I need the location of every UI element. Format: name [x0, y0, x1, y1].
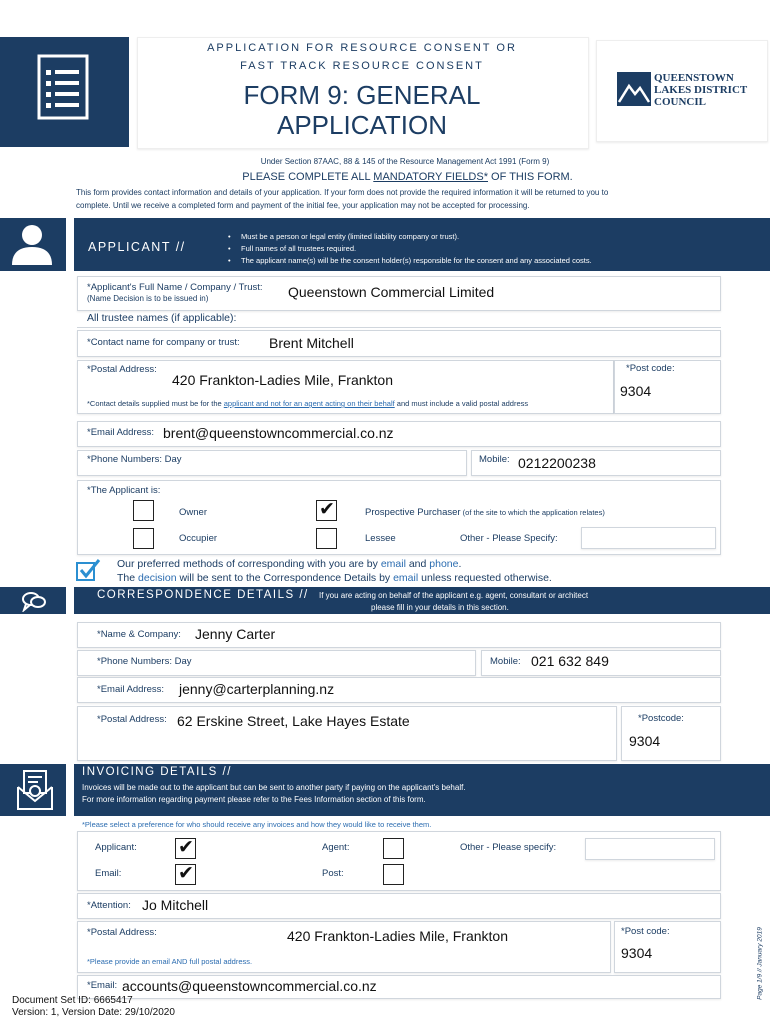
applicant-bullet-1: • Must be a person or legal entity (limited liability company or trust). [228, 232, 460, 241]
corr-postal-label: *Postal Address: [97, 714, 167, 725]
applicant-email-value: brent@queenstowncommercial.co.nz [163, 425, 394, 441]
form-type-line2: FAST TRACK RESOURCE CONSENT [240, 60, 484, 72]
mandatory-pre: PLEASE COMPLETE ALL [242, 171, 374, 183]
correspondence-icon-tile [0, 587, 66, 614]
logo-line3: COUNCIL [654, 96, 706, 108]
applicant-name-value: Queenstown Commercial Limited [288, 284, 495, 300]
header-document-tile [0, 37, 129, 147]
pref-end: . [458, 558, 462, 570]
corr-name-label: *Name & Company: [97, 629, 181, 640]
applicant-icon-tile [0, 218, 66, 271]
applicant-email-label: *Email Address: [87, 427, 155, 438]
invoice-postcode-label: *Post code: [621, 926, 670, 937]
bullet-text: The applicant name(s) will be the consent holder(s) responsible for the consent and any associated costs. [241, 256, 592, 265]
logo-line2: LAKES DISTRICT [654, 84, 748, 96]
invoice-agent-label: Agent: [322, 842, 350, 853]
other-specify-input[interactable] [581, 527, 716, 549]
pref2-pre: The [117, 572, 139, 584]
document-set-id: Document Set ID: 6665417 [12, 995, 133, 1006]
invoice-postal-value: 420 Frankton-Ladies Mile, Frankton [287, 928, 508, 944]
invoice-email2-value: accounts@queenstowncommercial.co.nz [122, 978, 377, 994]
invoice-other-input[interactable] [585, 838, 715, 860]
pref2-mid: will be sent to the Correspondence Details by [176, 572, 394, 584]
chat-bubbles-icon [21, 590, 47, 612]
invoicing-heading: INVOICING DETAILS // [82, 766, 232, 778]
trustee-divider [77, 327, 721, 328]
corr-email-value: jenny@carterplanning.nz [179, 681, 335, 697]
applicant-postal-note [87, 399, 528, 408]
invoice-agent-checkbox[interactable] [383, 838, 404, 859]
occupier-label: Occupier [179, 533, 218, 544]
pref-phone: phone [429, 558, 459, 570]
preference-line2 [117, 572, 552, 584]
mandatory-fields-link[interactable]: MANDATORY FIELDS* [373, 171, 488, 183]
correspondence-note-1: If you are acting on behalf of the applicant e.g. agent, consultant or architect [319, 591, 589, 600]
mandatory-notice [0, 171, 770, 183]
invoice-postal-note: *Please provide an email AND full postal address. [87, 957, 253, 966]
prospective-text: Prospective Purchaser [365, 507, 461, 518]
invoice-other-label: Other - Please specify: [460, 842, 557, 853]
form-title-line1: FORM 9: GENERAL [243, 80, 481, 110]
invoicing-icon-tile [0, 764, 66, 816]
applicant-bullet-3: • The applicant name(s) will be the consent holder(s) responsible for the consent and any associated costs. [228, 256, 592, 265]
other-specify-label: Other - Please Specify: [460, 533, 558, 544]
pref2-email: email [393, 572, 419, 584]
contact-name-label: *Contact name for company or trust: [87, 337, 240, 348]
corr-mobile-value: 021 632 849 [531, 653, 609, 669]
applicant-bullet-2: • Full names of all trustees required. [228, 244, 357, 253]
applicant-heading: APPLICANT // [88, 240, 186, 254]
intro-line2: complete. Until we receive a completed form and payment of the initial fee, your application may not be accepted for processing. [76, 201, 530, 210]
applicant-postal-label: *Postal Address: [87, 364, 157, 375]
logo-line1: QUEENSTOWN [654, 72, 734, 84]
invoice-email2-label: *Email: [87, 980, 118, 991]
applicant-name-label: *Applicant's Full Name / Company / Trust: [87, 282, 263, 293]
invoice-preference-note: *Please select a preference for who should receive any invoices and how they would like to receive them. [82, 820, 432, 829]
intro-line1: This form provides contact information and details of your application. If your form does not provide the required information it will be returned to you to [76, 188, 609, 197]
prospective-note: (of the site to which the application relates) [460, 508, 605, 517]
corr-phone-label: *Phone Numbers: Day [97, 656, 192, 667]
owner-checkbox[interactable] [133, 500, 154, 521]
correspondence-note-2: please fill in your details in this section. [371, 603, 509, 612]
prospective-purchaser-checkbox[interactable] [316, 500, 337, 521]
corr-name-value: Jenny Carter [195, 626, 276, 642]
applicant-phone-label: *Phone Numbers: Day [87, 454, 182, 465]
bullet-text: Full names of all trustees required. [241, 244, 357, 253]
invoice-email-checkbox[interactable] [175, 864, 196, 885]
applicant-postcode-label: *Post code: [626, 363, 675, 374]
corr-postcode-label: *Postcode: [638, 713, 684, 724]
note-pre: *Contact details supplied must be for the [87, 399, 224, 408]
version-info: Version: 1, Version Date: 29/10/2020 [12, 1007, 175, 1018]
pref2-post: unless requested otherwise. [418, 572, 552, 584]
prospective-purchaser-label [365, 507, 605, 518]
invoice-applicant-checkbox[interactable] [175, 838, 196, 859]
corr-postcode-value: 9304 [629, 733, 661, 749]
page-number-vertical: Page 1/9 // January 2019 [756, 927, 764, 1000]
bullet-text: Must be a person or legal entity (limited liability company or trust). [241, 232, 460, 241]
contact-name-value: Brent Mitchell [269, 335, 354, 351]
lessee-checkbox[interactable] [316, 528, 337, 549]
mandatory-post: OF THIS FORM. [488, 171, 573, 183]
invoice-postal-label: *Postal Address: [87, 927, 157, 938]
invoicing-note-2: For more information regarding payment please refer to the Fees Information section of this form. [82, 795, 426, 804]
form-title-line2: APPLICATION [276, 110, 447, 140]
trustee-names-label: All trustee names (if applicable): [87, 312, 237, 324]
invoice-applicant-label: Applicant: [95, 842, 137, 853]
corr-email-field[interactable] [77, 677, 721, 703]
occupier-checkbox[interactable] [133, 528, 154, 549]
pref-and: and [405, 558, 430, 570]
corr-mobile-label: Mobile: [490, 656, 521, 667]
applicant-postal-value: 420 Frankton-Ladies Mile, Frankton [172, 372, 393, 388]
pref2-decision: decision [138, 572, 177, 584]
section-reference: Under Section 87AAC, 88 & 145 of the Resource Management Act 1991 (Form 9) [260, 157, 550, 166]
applicant-postcode-value: 9304 [620, 383, 652, 399]
owner-label: Owner [179, 507, 207, 518]
applicant-mobile-label: Mobile: [479, 454, 510, 465]
prospective-check-mark: ✔ [319, 498, 335, 520]
invoice-envelope-icon [16, 769, 54, 811]
note-post: and must include a valid postal address [394, 399, 529, 408]
correspondence-heading: CORRESPONDENCE DETAILS // [97, 589, 309, 601]
invoice-post-checkbox[interactable] [383, 864, 404, 885]
applicant-name-sublabel: (Name Decision is to be issued in) [87, 294, 209, 303]
document-icon [37, 54, 89, 120]
attention-value: Jo Mitchell [142, 897, 209, 913]
invoicing-note-1: Invoices will be made out to the applicant but can be sent to another party if paying on the applicant's behalf. [82, 783, 466, 792]
applicant-mobile-value: 0212200238 [518, 455, 596, 471]
invoice-post-label: Post: [322, 868, 344, 879]
mountain-logo-icon [617, 72, 651, 106]
lessee-label: Lessee [365, 533, 396, 544]
applicant-is-label: *The Applicant is: [87, 485, 161, 496]
invoice-applicant-check-mark: ✔ [178, 836, 194, 858]
invoice-email-check-mark: ✔ [178, 862, 194, 884]
attention-label: *Attention: [87, 900, 131, 911]
invoice-email-label: Email: [95, 868, 122, 879]
pref-text: Our preferred methods of corresponding with you are by [117, 558, 381, 570]
pref-email: email [380, 558, 406, 570]
preference-line1 [117, 558, 461, 570]
corr-email-label: *Email Address: [97, 684, 165, 695]
note-link[interactable]: applicant and not for an agent acting on their behalf [223, 399, 395, 408]
form-type-line1: APPLICATION FOR RESOURCE CONSENT OR [207, 42, 517, 54]
corr-postal-value: 62 Erskine Street, Lake Hayes Estate [177, 713, 410, 729]
person-icon [10, 223, 54, 265]
checked-box-icon [75, 558, 101, 582]
invoice-postcode-value: 9304 [621, 945, 653, 961]
